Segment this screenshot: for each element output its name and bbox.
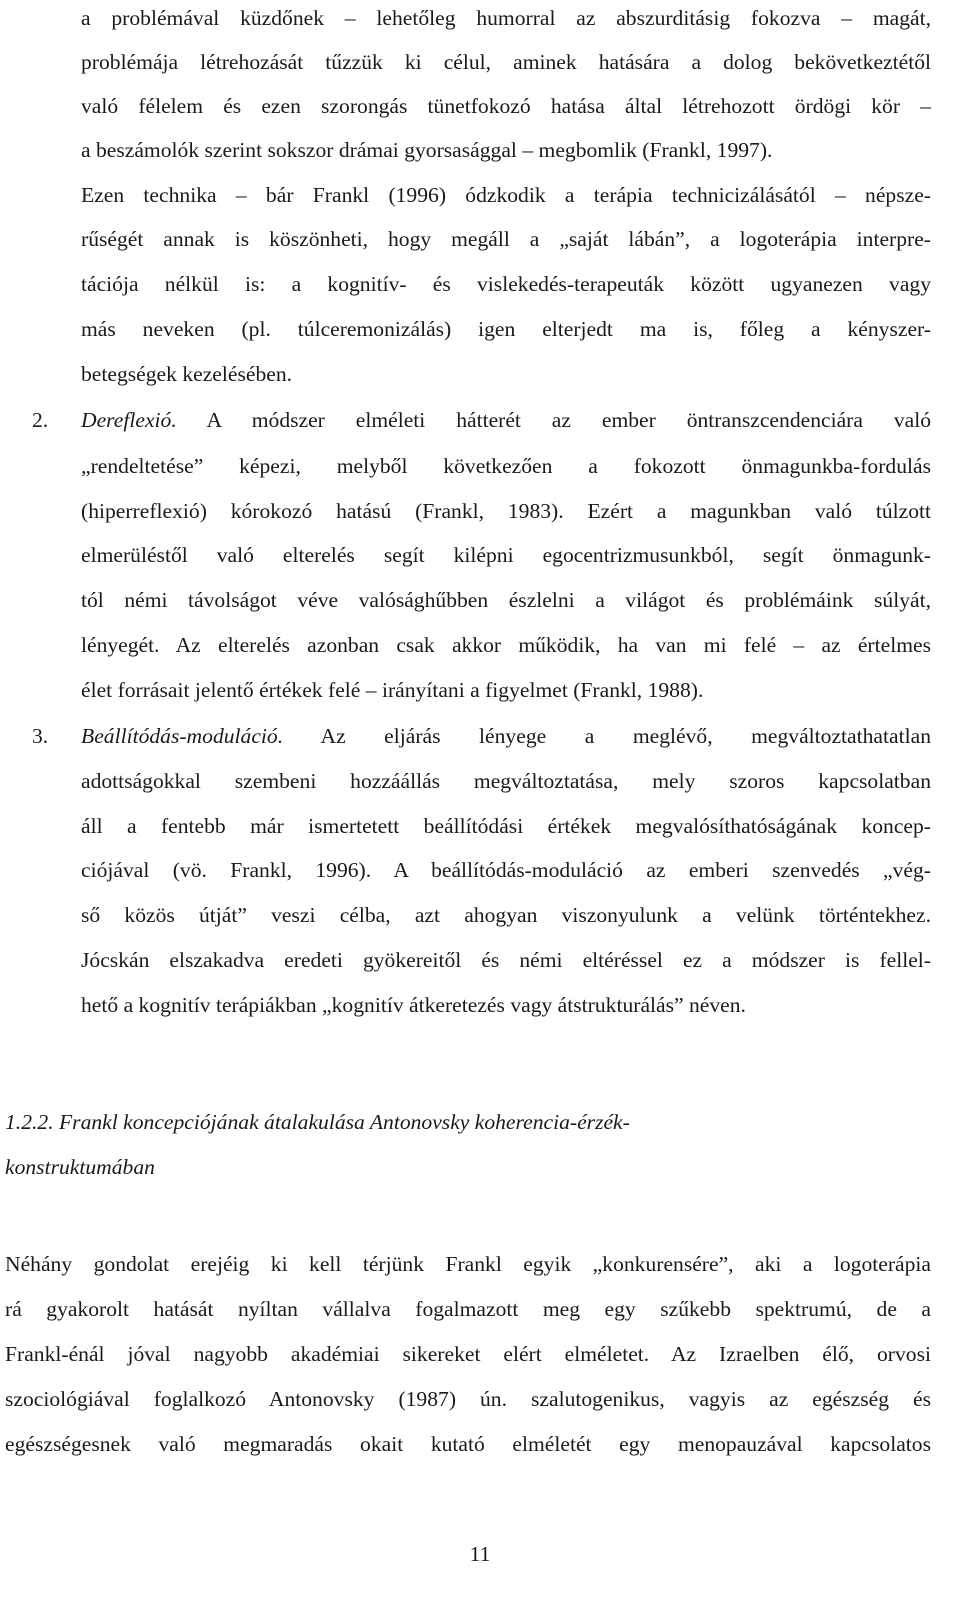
item-text: Az eljárás lényege a meglévő, megváltoztathatatlan <box>320 724 931 748</box>
text-line: való félelem és ezen szorongás tünetfokozó hatása által létrehozott ördögi kör – <box>81 94 931 118</box>
text-line: Jócskán elszakadva eredeti gyökereitől és némi eltéréssel ez a módszer is fellel- <box>81 948 931 972</box>
text-line: a beszámolók szerint sokszor drámai gyorsasággal – megbomlik (Frankl, 1997). <box>81 138 773 162</box>
item-text: A módszer elméleti hátterét az ember öntranszcendenciára való <box>206 408 931 432</box>
text-line: tációja nélkül is: a kognitív- és vislekedés-terapeuták között ugyanezen vagy <box>81 272 931 296</box>
heading-line: 1.2.2. Frankl koncepciójának átalakulása Antonovsky koherencia-érzék- <box>5 1110 630 1134</box>
text-line: áll a fentebb már ismertetett beállítódási értékek megvalósíthatóságának koncep- <box>81 814 931 838</box>
text-line <box>81 726 931 748</box>
text-line: szociológiával foglalkozó Antonovsky (1987) ún. szalutogenikus, vagyis az egészség és <box>5 1387 931 1411</box>
text-line: hető a kognitív terápiákban „kognitív átkeretezés vagy átstrukturálás” néven. <box>81 993 746 1017</box>
text-line: Néhány gondolat erejéig ki kell térjünk Frankl egyik „konkurensére”, aki a logoterápia <box>5 1252 931 1276</box>
text-line: betegségek kezelésében. <box>81 362 293 386</box>
text-line: (hiperreflexió) kórokozó hatású (Frankl, 1983). Ezért a magunkban való túlzott <box>81 499 931 523</box>
text-line: ső közös útját” veszi célba, azt ahogyan viszonyulunk a velünk történtekhez. <box>81 903 931 927</box>
text-line: rá gyakorolt hatását nyíltan vállalva fogalmazott meg egy szűkebb spektrumú, de a <box>5 1297 931 1321</box>
text-line: tól némi távolságot véve valósághűbben észlelni a világot és problémáink súlyát, <box>81 588 931 612</box>
text-line: rűségét annak is köszönheti, hogy megáll a „saját lábán”, a logoterápia interpre- <box>81 227 931 251</box>
text-line: adottságokkal szembeni hozzáállás megváltoztatása, mely szoros kapcsolatban <box>81 769 931 793</box>
text-line: más neveken (pl. túlceremonizálás) igen elterjedt ma is, főleg a kényszer- <box>81 317 931 341</box>
text-line: „rendeltetése” képezi, melyből következően a fokozott önmagunkba-fordulás <box>81 454 931 478</box>
item-term: Dereflexió. <box>81 408 177 432</box>
list-number: 3. <box>32 724 49 748</box>
text-line <box>81 410 931 432</box>
page-number: 11 <box>469 1542 491 1566</box>
item-term: Beállítódás-moduláció. <box>81 724 284 748</box>
list-number: 2. <box>32 408 49 432</box>
text-line: Ezen technika – bár Frankl (1996) ódzkodik a terápia technicizálásától – népsze- <box>81 183 931 207</box>
text-line: ciójával (vö. Frankl, 1996). A beállítódás-moduláció az emberi szenvedés „vég- <box>81 858 931 882</box>
text-line: elmerüléstől való elterelés segít kilépni egocentrizmusunkból, segít önmagunk- <box>81 543 931 567</box>
heading-line: konstruktumában <box>5 1155 155 1179</box>
text-line: egészségesnek való megmaradás okait kutató elméletét egy menopauzával kapcsolatos <box>5 1432 931 1456</box>
text-line: lényegét. Az elterelés azonban csak akkor működik, ha van mi felé – az értelmes <box>81 633 931 657</box>
text-line: problémája létrehozását tűzzük ki célul, aminek hatására a dolog bekövetkeztétől <box>81 50 931 74</box>
text-line: élet forrásait jelentő értékek felé – irányítani a figyelmet (Frankl, 1988). <box>81 678 704 702</box>
text-line: Frankl-énál jóval nagyobb akadémiai sikereket elért elméletet. Az Izraelben élő, orvosi <box>5 1342 931 1366</box>
text-line: a problémával küzdőnek – lehetőleg humorral az abszurditásig fokozva – magát, <box>81 6 931 30</box>
